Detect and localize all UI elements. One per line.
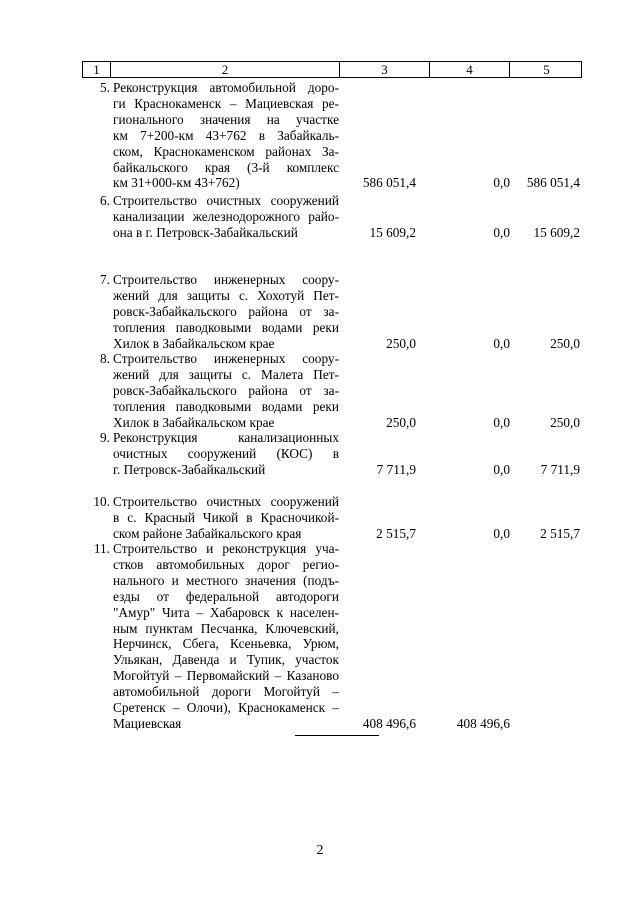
value-col-4: 0,0 (493, 461, 510, 477)
description-line: Хилок в Забайкальском крае (113, 335, 275, 351)
description-line: км 7+200-км 43+762 в Забайкаль- (113, 127, 339, 143)
header-col-3: 3 (340, 62, 430, 77)
description-line: Могойтуй – Первомайский – Казаново (113, 668, 339, 684)
description-line: ги Краснокаменск – Мациевская ре- (113, 95, 339, 111)
value-col-5: 250,0 (550, 414, 580, 430)
row-description (113, 193, 339, 241)
description-line: Строительство очистных сооружений (113, 193, 339, 208)
description-line: в с. Красный Чикой в Красночикой- (113, 509, 339, 525)
value-col-4: 0,0 (493, 525, 510, 541)
value-col-5: 250,0 (550, 335, 580, 351)
header-col-1: 1 (83, 62, 111, 77)
row-number: 9. (100, 430, 110, 445)
description-line: стков автомобильных дорог регио- (113, 556, 339, 572)
end-rule (295, 735, 379, 736)
description-line: Нерчинск, Сбега, Ксеньевка, Урюм, (113, 636, 339, 652)
description-line: очистных сооружений (КОС) в (113, 445, 339, 461)
header-col-5: 5 (543, 62, 550, 77)
row-description (113, 80, 339, 191)
value-col-5: 2 515,7 (540, 525, 580, 541)
page-number: 2 (316, 843, 324, 858)
row-number: 10. (93, 494, 110, 509)
value-col-4: 0,0 (493, 335, 510, 351)
value-col-3: 15 609,2 (369, 224, 416, 240)
value-col-4: 408 496,6 (456, 715, 510, 731)
value-col-3: 7 711,9 (376, 461, 416, 477)
row-description (113, 541, 339, 732)
description-line: топления паводковыми водами реки (113, 319, 339, 335)
description-line: жений для защиты с. Хохотуй Пет- (113, 287, 339, 303)
row-description (113, 272, 339, 352)
value-col-3: 250,0 (386, 335, 416, 351)
description-line: Строительство инженерных соору- (113, 272, 339, 287)
row-number: 11. (93, 541, 110, 556)
header-col-4: 4 (430, 62, 510, 77)
value-col-4: 0,0 (493, 175, 510, 191)
description-line: топления паводковыми водами реки (113, 398, 339, 414)
value-col-3: 2 515,7 (376, 525, 416, 541)
description-line: ным пунктам Песчанка, Ключевский, (113, 620, 339, 636)
description-line: Реконструкция автомобильной доро- (113, 80, 339, 95)
description-line: Ульякан, Давенда и Тупик, участок (113, 652, 339, 668)
row-number: 8. (100, 351, 110, 366)
description-line: Сретенск – Олочи), Краснокаменск – (113, 700, 339, 716)
description-line: ровск-Забайкальского района от за- (113, 382, 339, 398)
description-line: гионального значения на участке (113, 111, 339, 127)
description-line: автомобильной дороги Могойтуй – (113, 684, 339, 700)
table-header (82, 61, 582, 78)
value-col-3: 586 051,4 (362, 175, 416, 191)
description-line: г. Петровск-Забайкальский (113, 461, 266, 477)
value-col-4: 0,0 (493, 224, 510, 240)
description-line: езды от федеральной автодороги (113, 588, 339, 604)
description-line: "Амур" Чита – Хабаровск к населен- (113, 604, 339, 620)
description-line: ском, Краснокаменском районах За- (113, 143, 339, 159)
row-number: 6. (100, 193, 110, 208)
value-col-5: 15 609,2 (533, 224, 580, 240)
value-col-5: 7 711,9 (540, 461, 580, 477)
description-line: нального и местного значения (подъ- (113, 572, 339, 588)
value-col-4: 0,0 (493, 414, 510, 430)
description-line: Строительство очистных сооружений (113, 494, 339, 509)
description-line: Строительство и реконструкция уча- (113, 541, 339, 556)
row-description (113, 430, 339, 478)
header-col-2: 2 (111, 62, 340, 77)
description-line: Мациевская (113, 715, 182, 731)
description-line: канализации железнодорожного райо- (113, 208, 339, 224)
row-description (113, 494, 339, 542)
description-line: ровск-Забайкальского района от за- (113, 303, 339, 319)
row-number: 7. (100, 272, 110, 287)
value-col-3: 250,0 (386, 414, 416, 430)
description-line: Строительство инженерных соору- (113, 351, 339, 366)
description-line: байкальского края (3-й комплекс (113, 159, 339, 175)
description-line: км 31+000-км 43+762) (113, 175, 240, 191)
description-line: она в г. Петровск-Забайкальский (113, 224, 298, 240)
row-description (113, 351, 339, 431)
description-line: Реконструкция канализационных (113, 430, 339, 445)
description-line: жений для защиты с. Малета Пет- (113, 366, 339, 382)
description-line: ском районе Забайкальского края (113, 525, 302, 541)
description-line: Хилок в Забайкальском крае (113, 414, 275, 430)
value-col-5: 586 051,4 (526, 175, 580, 191)
row-number: 5. (100, 80, 110, 95)
value-col-3: 408 496,6 (362, 715, 416, 731)
